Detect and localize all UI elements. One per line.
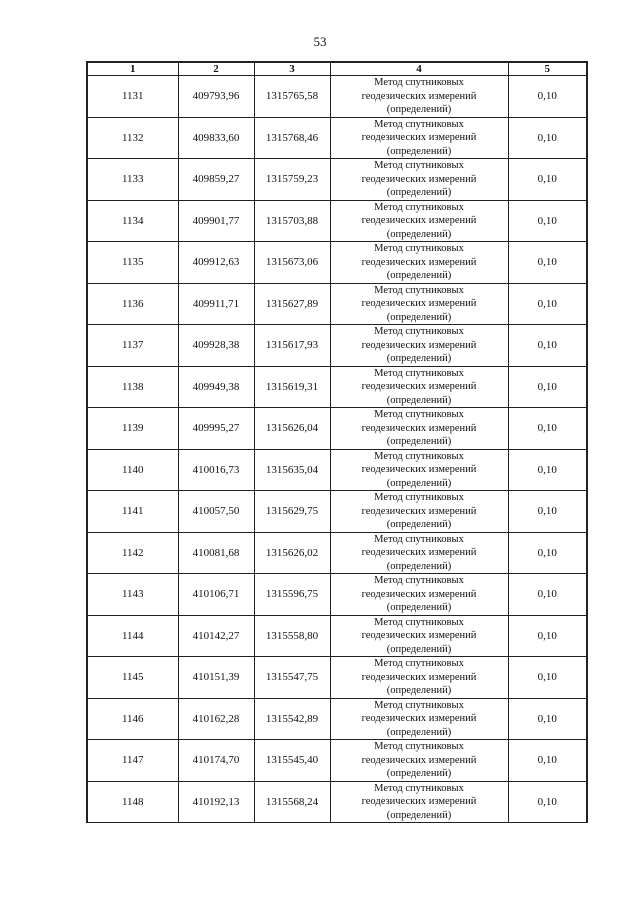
- method-cell: [330, 740, 508, 782]
- x-coordinate-cell: 409859,27: [178, 159, 254, 201]
- accuracy-cell: 0,10: [508, 159, 587, 201]
- method-cell: [330, 449, 508, 491]
- method-line: геодезических измерений: [361, 173, 477, 185]
- x-coordinate-cell: 410162,28: [178, 698, 254, 740]
- x-coordinate-cell: 410016,73: [178, 449, 254, 491]
- accuracy-cell: 0,10: [508, 117, 587, 159]
- method-line: Метод спутниковых: [374, 118, 464, 130]
- method-line: (определений): [386, 311, 452, 323]
- x-coordinate-cell: 409911,71: [178, 283, 254, 325]
- accuracy-cell: 0,10: [508, 325, 587, 367]
- point-number-cell: 1131: [87, 76, 178, 118]
- header-row: [87, 62, 587, 76]
- method-cell: [330, 657, 508, 699]
- method-line: Метод спутниковых: [374, 201, 464, 213]
- y-coordinate-cell: 1315619,31: [254, 366, 330, 408]
- x-coordinate-cell: 409949,38: [178, 366, 254, 408]
- table-body: [87, 76, 587, 823]
- method-line: геодезических измерений: [361, 422, 477, 434]
- table-row: [87, 532, 587, 574]
- accuracy-cell: 0,10: [508, 283, 587, 325]
- method-line: (определений): [386, 228, 452, 240]
- method-cell: [330, 117, 508, 159]
- method-line: Метод спутниковых: [374, 326, 464, 337]
- accuracy-cell: 0,10: [508, 242, 587, 284]
- x-coordinate-cell: 410057,50: [178, 491, 254, 533]
- method-line: (определений): [386, 643, 452, 655]
- x-coordinate-cell: 409995,27: [178, 408, 254, 450]
- method-line: геодезических измерений: [361, 671, 477, 683]
- y-coordinate-cell: 1315545,40: [254, 740, 330, 782]
- point-number-cell: 1138: [87, 366, 178, 408]
- method-cell: [330, 532, 508, 574]
- page-number: 53: [313, 34, 327, 49]
- accuracy-cell: 0,10: [508, 698, 587, 740]
- point-number-cell: 1139: [87, 408, 178, 450]
- table-row: [87, 242, 587, 284]
- method-cell: [330, 574, 508, 616]
- method-line: геодезических измерений: [361, 754, 477, 766]
- y-coordinate-cell: 1315627,89: [254, 283, 330, 325]
- method-line: (определений): [386, 145, 452, 157]
- point-number-cell: 1135: [87, 242, 178, 284]
- point-number-cell: 1133: [87, 159, 178, 201]
- point-number-cell: 1144: [87, 615, 178, 657]
- method-line: Метод спутниковых: [374, 616, 464, 628]
- x-coordinate-cell: 410106,71: [178, 574, 254, 616]
- method-line: геодезических измерений: [361, 90, 477, 102]
- method-line: (определений): [386, 519, 452, 530]
- point-number-cell: 1143: [87, 574, 178, 616]
- x-coordinate-cell: 410081,68: [178, 532, 254, 574]
- header-col-5: 5: [508, 62, 587, 76]
- header-col-4: 4: [330, 62, 508, 76]
- table-row: [87, 408, 587, 450]
- y-coordinate-cell: 1315542,89: [254, 698, 330, 740]
- method-line: Метод спутниковых: [374, 492, 464, 503]
- method-line: геодезических измерений: [361, 505, 477, 517]
- table-header: [87, 62, 587, 76]
- table-row: [87, 615, 587, 657]
- y-coordinate-cell: 1315703,88: [254, 200, 330, 242]
- accuracy-cell: 0,10: [508, 657, 587, 699]
- method-cell: [330, 615, 508, 657]
- method-line: геодезических измерений: [361, 630, 477, 641]
- point-number-cell: 1140: [87, 449, 178, 491]
- point-number-cell: 1137: [87, 325, 178, 367]
- x-coordinate-cell: 409901,77: [178, 200, 254, 242]
- point-number-cell: 1145: [87, 657, 178, 699]
- table-row: [87, 491, 587, 533]
- table-row: [87, 76, 587, 118]
- y-coordinate-cell: 1315673,06: [254, 242, 330, 284]
- x-coordinate-cell: 409928,38: [178, 325, 254, 367]
- accuracy-cell: 0,10: [508, 615, 587, 657]
- point-number-cell: 1146: [87, 698, 178, 740]
- method-cell: [330, 698, 508, 740]
- method-cell: [330, 200, 508, 242]
- method-line: геодезических измерений: [361, 464, 477, 475]
- point-number-cell: 1132: [87, 117, 178, 159]
- accuracy-cell: 0,10: [508, 76, 587, 118]
- method-cell: [330, 366, 508, 408]
- x-coordinate-cell: 410142,27: [178, 615, 254, 657]
- y-coordinate-cell: 1315617,93: [254, 325, 330, 367]
- method-line: (определений): [386, 809, 452, 821]
- method-line: Метод спутниковых: [374, 575, 464, 586]
- method-line: геодезических измерений: [361, 339, 477, 351]
- method-line: (определений): [386, 726, 452, 738]
- method-line: (определений): [386, 560, 452, 572]
- y-coordinate-cell: 1315568,24: [254, 781, 330, 823]
- y-coordinate-cell: 1315759,23: [254, 159, 330, 201]
- accuracy-cell: 0,10: [508, 574, 587, 616]
- y-coordinate-cell: 1315629,75: [254, 491, 330, 533]
- method-line: (определений): [386, 685, 452, 696]
- method-line: (определений): [386, 187, 452, 198]
- accuracy-cell: 0,10: [508, 740, 587, 782]
- method-line: Метод спутниковых: [374, 782, 464, 794]
- method-line: Метод спутниковых: [374, 450, 464, 462]
- accuracy-cell: 0,10: [508, 200, 587, 242]
- table-row: [87, 698, 587, 740]
- method-line: (определений): [386, 768, 452, 779]
- method-cell: [330, 283, 508, 325]
- table-row: [87, 366, 587, 408]
- method-cell: [330, 242, 508, 284]
- accuracy-cell: 0,10: [508, 781, 587, 823]
- x-coordinate-cell: 409793,96: [178, 76, 254, 118]
- header-col-1: 1: [87, 62, 178, 76]
- accuracy-cell: 0,10: [508, 408, 587, 450]
- accuracy-cell: 0,10: [508, 366, 587, 408]
- method-line: геодезических измерений: [361, 547, 477, 558]
- method-line: геодезических измерений: [361, 298, 477, 309]
- method-cell: [330, 408, 508, 450]
- table-row: [87, 449, 587, 491]
- y-coordinate-cell: 1315558,80: [254, 615, 330, 657]
- x-coordinate-cell: 409912,63: [178, 242, 254, 284]
- method-line: Метод спутниковых: [374, 160, 464, 171]
- point-number-cell: 1147: [87, 740, 178, 782]
- method-cell: [330, 781, 508, 823]
- table-row: [87, 657, 587, 699]
- point-number-cell: 1141: [87, 491, 178, 533]
- method-line: геодезических измерений: [361, 132, 477, 143]
- x-coordinate-cell: 410192,13: [178, 781, 254, 823]
- table-row: [87, 117, 587, 159]
- table-row: [87, 574, 587, 616]
- method-line: Метод спутниковых: [374, 658, 464, 669]
- y-coordinate-cell: 1315768,46: [254, 117, 330, 159]
- method-line: Метод спутниковых: [374, 284, 464, 296]
- table-row: [87, 159, 587, 201]
- method-cell: [330, 491, 508, 533]
- y-coordinate-cell: 1315596,75: [254, 574, 330, 616]
- accuracy-cell: 0,10: [508, 532, 587, 574]
- table-row: [87, 283, 587, 325]
- method-line: (определений): [386, 477, 452, 489]
- point-number-cell: 1142: [87, 532, 178, 574]
- method-line: геодезических измерений: [361, 796, 477, 807]
- method-line: Метод спутниковых: [374, 243, 464, 254]
- coordinates-table: [86, 61, 588, 823]
- method-line: (определений): [386, 436, 452, 447]
- method-line: (определений): [386, 394, 452, 406]
- accuracy-cell: 0,10: [508, 491, 587, 533]
- point-number-cell: 1148: [87, 781, 178, 823]
- y-coordinate-cell: 1315635,04: [254, 449, 330, 491]
- table-row: [87, 325, 587, 367]
- method-line: Метод спутниковых: [374, 367, 464, 379]
- method-line: геодезических измерений: [361, 588, 477, 600]
- method-line: Метод спутниковых: [374, 409, 464, 420]
- method-cell: [330, 325, 508, 367]
- method-line: Метод спутниковых: [374, 741, 464, 752]
- x-coordinate-cell: 409833,60: [178, 117, 254, 159]
- method-line: (определений): [386, 104, 452, 115]
- method-line: Метод спутниковых: [374, 533, 464, 545]
- x-coordinate-cell: 410151,39: [178, 657, 254, 699]
- accuracy-cell: 0,10: [508, 449, 587, 491]
- method-line: геодезических измерений: [361, 215, 477, 226]
- header-col-2: 2: [178, 62, 254, 76]
- method-line: геодезических измерений: [361, 381, 477, 392]
- method-line: геодезических измерений: [361, 713, 477, 724]
- table-row: [87, 781, 587, 823]
- y-coordinate-cell: 1315626,02: [254, 532, 330, 574]
- method-line: (определений): [386, 602, 452, 613]
- method-line: (определений): [386, 353, 452, 364]
- point-number-cell: 1134: [87, 200, 178, 242]
- table-row: [87, 200, 587, 242]
- x-coordinate-cell: 410174,70: [178, 740, 254, 782]
- y-coordinate-cell: 1315765,58: [254, 76, 330, 118]
- table-row: [87, 740, 587, 782]
- method-line: Метод спутниковых: [374, 699, 464, 711]
- header-col-3: 3: [254, 62, 330, 76]
- method-line: Метод спутниковых: [374, 77, 464, 88]
- method-line: (определений): [386, 270, 452, 281]
- method-line: геодезических измерений: [361, 256, 477, 268]
- method-cell: [330, 159, 508, 201]
- point-number-cell: 1136: [87, 283, 178, 325]
- y-coordinate-cell: 1315626,04: [254, 408, 330, 450]
- method-cell: [330, 76, 508, 118]
- y-coordinate-cell: 1315547,75: [254, 657, 330, 699]
